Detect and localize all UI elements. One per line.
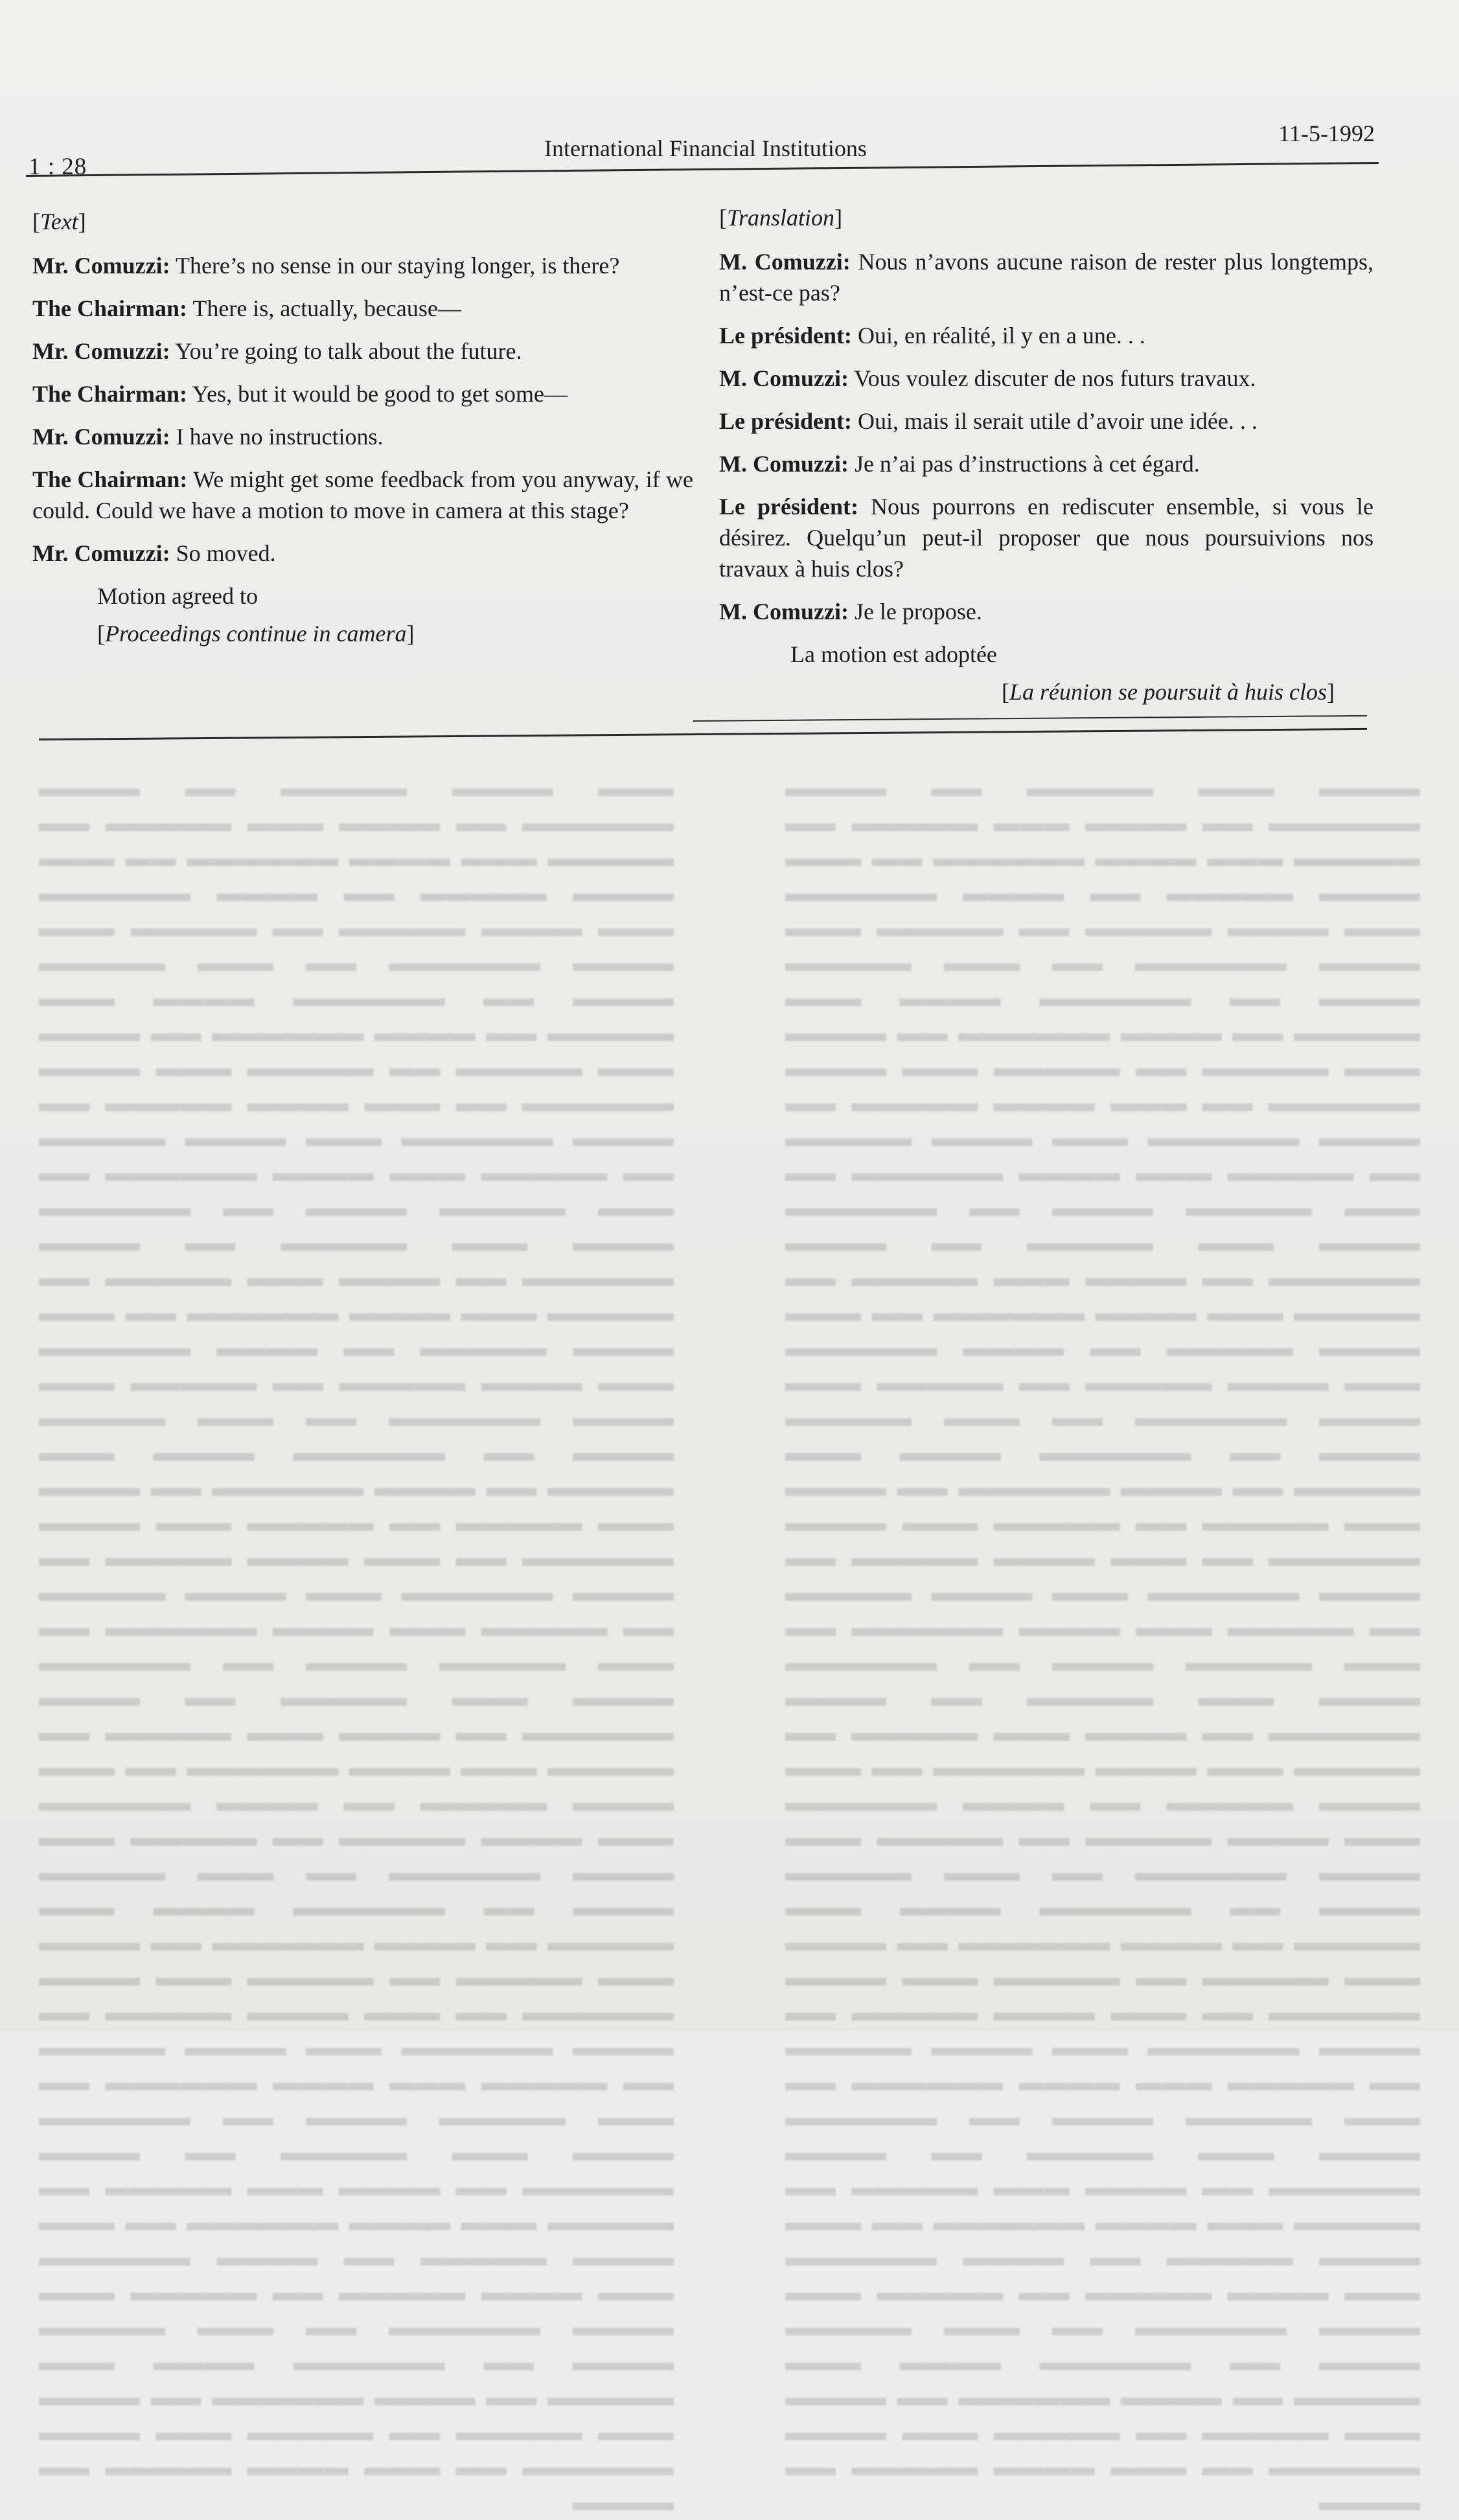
proceedings-note-text: Proceedings continue in camera — [105, 621, 407, 647]
speech-text: There’s no sense in our staying longer, is there? — [170, 253, 620, 279]
column-tag-label: Text — [40, 209, 78, 235]
speech-text: We might get some feedback from you anyway, if we could. Could we have a motion to move in camera at this stage? — [32, 466, 693, 523]
transcript-paragraph — [32, 538, 693, 569]
english-column — [32, 206, 693, 656]
speaker-name: Le président: — [719, 494, 858, 520]
speech-text: You’re going to talk about the future. — [170, 338, 522, 364]
speaker-name: Mr. Comuzzi: — [32, 424, 170, 450]
proceedings-note: [Proceedings continue in camera] — [97, 621, 415, 647]
column-end-rule — [693, 715, 1367, 722]
transcript-paragraph — [32, 464, 693, 526]
speech-text: I have no instructions. — [170, 424, 384, 450]
column-tag: [Text] — [32, 209, 86, 235]
transcript-paragraph — [719, 491, 1373, 584]
speech-text: Oui, en réalité, il y en a une. . . — [851, 323, 1145, 349]
motion-result: La motion est adoptée — [790, 641, 997, 667]
page-number: 1 : 28 — [29, 154, 87, 180]
speech-text: So moved. — [170, 540, 276, 566]
transcript-paragraph — [719, 448, 1373, 479]
speaker-name: M. Comuzzi: — [719, 599, 849, 624]
speaker-name: Le président: — [719, 408, 852, 434]
speaker-name: Le président: — [719, 323, 852, 349]
speech-text: Vous voulez discuter de nos futurs travaux. — [848, 365, 1256, 391]
issue-date: 11-5-1992 — [1278, 120, 1375, 146]
header-rule — [26, 162, 1379, 177]
speaker-name: M. Comuzzi: — [719, 365, 849, 391]
motion-result: Motion agreed to — [97, 583, 258, 609]
section-end-rule — [39, 728, 1367, 740]
speaker-name: Mr. Comuzzi: — [32, 253, 170, 279]
speaker-name: M. Comuzzi: — [719, 451, 849, 477]
speaker-name: Mr. Comuzzi: — [32, 540, 170, 566]
transcript-paragraph — [719, 406, 1373, 437]
speech-text: Je le propose. — [848, 599, 982, 624]
speech-text: Nous pourrons en rediscuter ensemble, si vous le désirez. Quelqu’un peut-il proposer que nous poursuivions nos travaux à huis clos? — [719, 494, 1373, 582]
speech-text: Je n’ai pas d’instructions à cet égard. — [848, 451, 1200, 477]
transcript-paragraph — [32, 250, 693, 281]
column-tag: [Translation] — [719, 205, 843, 231]
proceedings-note-text: La réunion se poursuit à huis clos — [1009, 679, 1327, 705]
speaker-name: The Chairman: — [32, 295, 188, 321]
speech-text: Yes, but it would be good to get some— — [187, 381, 568, 407]
transcript-paragraph — [32, 421, 693, 452]
transcript-paragraph — [719, 363, 1373, 394]
speaker-name: The Chairman: — [32, 381, 188, 407]
transcript-paragraph — [719, 246, 1373, 308]
speech-text: There is, actually, because— — [187, 295, 461, 321]
publication-title: International Financial Institutions — [544, 135, 867, 161]
speaker-name: Mr. Comuzzi: — [32, 338, 170, 364]
proceedings-note: [La réunion se poursuit à huis clos] — [1001, 679, 1335, 705]
speaker-name: The Chairman: — [32, 466, 188, 492]
transcript-paragraph — [32, 336, 693, 367]
speaker-name: M. Comuzzi: — [719, 249, 851, 275]
speech-text: Nous n’avons aucune raison de rester plus longtemps, n’est-ce pas? — [719, 249, 1374, 306]
french-column — [719, 202, 1373, 714]
transcript-paragraph — [719, 320, 1373, 351]
transcript-paragraph — [32, 378, 693, 409]
column-tag-label: Translation — [727, 205, 835, 231]
running-header — [26, 117, 1375, 180]
bleed-through-texture: ▬▬▬▬ ▬▬▬ ▬▬▬▬▬ ▬▬ ▬▬▬▬ ▬▬▬▬▬▬ ▬▬ ▬▬▬▬ ▬▬▬ ▬▬▬▬▬ ▬▬ ▬▬▬▬▬ ▬▬▬ ▬▬▬▬ ▬▬▬▬▬▬ ▬▬ ▬▬▬ ▬▬▬▬ ▬▬▬▬▬ ▬▬ ▬▬▬▬ ▬▬▬▬▬▬ ▬▬▬ ▬▬▬▬ ▬▬▬▬▬ ▬▬ ▬▬▬▬▬ ▬▬▬ ▬▬▬▬ ▬▬▬▬▬▬ ▬▬ ▬▬▬ ▬▬▬▬▬ ▬▬▬▬ ▬▬ ▬▬▬▬▬▬ ▬▬▬▬ ▬▬▬ ▬▬▬▬▬ ▬▬ ▬▬▬▬ ▬▬▬▬▬▬ ▬▬ ▬▬▬▬ ▬▬▬ ▬▬▬▬▬ ▬▬ ▬▬▬▬▬ ▬▬▬ ▬▬▬▬ ▬▬▬▬▬▬ ▬▬ ▬▬▬ ▬▬▬▬ ▬▬▬▬▬ ▬▬ ▬▬▬▬ ▬▬▬▬▬▬ ▬▬▬ ▬▬▬▬ ▬▬▬▬▬ ▬▬ ▬▬▬▬▬ ▬▬▬ ▬▬▬▬ ▬▬▬▬▬▬ ▬▬ ▬▬▬ ▬▬▬▬▬ ▬▬▬▬ ▬▬ ▬▬▬▬▬▬ ▬▬▬▬ ▬▬▬ ▬▬▬▬▬ ▬▬ ▬▬▬▬ ▬▬▬▬▬▬ ▬▬ ▬▬▬▬ ▬▬▬ ▬▬▬▬▬ ▬▬ ▬▬▬▬▬ ▬▬▬ ▬▬▬▬ ▬▬▬▬▬▬ ▬▬ ▬▬▬ ▬▬▬▬ ▬▬▬▬▬ ▬▬ ▬▬▬▬ ▬▬▬▬▬▬ ▬▬▬ ▬▬▬▬ ▬▬▬▬▬ ▬▬ ▬▬▬▬▬ ▬▬▬ ▬▬▬▬ ▬▬▬▬▬▬ ▬▬ ▬▬▬ ▬▬▬▬▬ ▬▬▬▬ ▬▬ ▬▬▬▬▬▬ ▬▬▬▬ ▬▬▬ ▬▬▬▬▬ ▬▬ ▬▬▬▬ ▬▬▬▬▬▬ ▬▬ ▬▬▬▬ ▬▬▬ ▬▬▬▬▬ ▬▬ ▬▬▬▬▬ ▬▬▬ ▬▬▬▬ ▬▬▬▬▬▬ ▬▬ ▬▬▬ ▬▬▬▬ ▬▬▬▬▬ ▬▬ ▬▬▬▬ ▬▬▬▬▬▬ ▬▬▬ ▬▬▬▬ ▬▬▬▬▬ ▬▬ ▬▬▬▬▬ ▬▬▬ ▬▬▬▬ ▬▬▬▬▬▬ ▬▬ ▬▬▬ ▬▬▬▬▬ ▬▬▬▬ ▬▬ ▬▬▬▬▬▬ ▬▬▬▬ ▬▬▬ ▬▬▬▬▬ ▬▬ ▬▬▬▬ ▬▬▬▬▬▬ ▬▬ ▬▬▬▬ ▬▬▬ ▬▬▬▬▬ ▬▬ ▬▬▬▬▬ ▬▬▬ ▬▬▬▬ ▬▬▬▬▬▬ ▬▬ ▬▬▬ ▬▬▬▬ ▬▬▬▬▬ ▬▬ ▬▬▬▬ ▬▬▬▬▬▬ ▬▬▬ ▬▬▬▬ ▬▬▬▬▬ ▬▬ ▬▬▬▬▬ ▬▬▬ ▬▬▬▬ ▬▬▬▬▬▬ ▬▬ ▬▬▬ ▬▬▬▬▬ ▬▬▬▬ ▬▬ ▬▬▬▬▬▬ ▬▬▬▬ ▬▬▬ ▬▬▬▬▬ ▬▬ ▬▬▬▬ ▬▬▬▬▬▬ ▬▬ ▬▬▬▬ ▬▬▬ ▬▬▬▬▬ ▬▬ ▬▬▬▬▬ ▬▬▬ ▬▬▬▬ ▬▬▬▬▬▬ ▬▬ ▬▬▬ ▬▬▬▬ ▬▬▬▬▬ ▬▬ ▬▬▬▬ ▬▬▬▬▬▬ ▬▬▬ ▬▬▬▬ ▬▬▬▬▬ ▬▬ ▬▬▬▬▬ ▬▬▬ ▬▬▬▬ ▬▬▬▬▬▬ ▬▬ ▬▬▬ ▬▬▬▬▬ ▬▬▬▬ ▬▬ ▬▬▬▬▬▬ ▬▬▬▬ ▬▬▬ ▬▬▬▬▬ ▬▬ ▬▬▬▬ ▬▬▬▬▬▬ ▬▬ ▬▬▬▬ ▬▬▬ ▬▬▬▬▬ ▬▬ ▬▬▬▬▬ ▬▬▬ ▬▬▬▬ ▬▬▬▬▬▬ ▬▬ ▬▬▬ ▬▬▬▬ ▬▬▬▬▬ ▬▬ ▬▬▬▬ ▬▬▬▬▬▬ ▬▬▬ ▬▬▬▬ ▬▬▬▬▬ ▬▬ ▬▬▬▬▬ ▬▬▬ ▬▬▬▬ ▬▬▬▬▬▬ ▬▬ ▬▬▬ ▬▬▬▬▬ ▬▬▬▬ ▬▬ ▬▬▬▬▬▬ ▬▬▬▬ ▬▬▬ ▬▬▬▬▬ ▬▬ ▬▬▬▬ ▬▬▬▬▬▬ ▬▬ ▬▬▬▬ ▬▬▬ ▬▬▬▬▬ ▬▬ ▬▬▬▬▬ ▬▬▬ ▬▬▬▬ ▬▬▬▬▬▬ ▬▬ ▬▬▬ ▬▬▬▬ ▬▬▬▬▬ ▬▬ ▬▬▬▬ ▬▬▬ ▬▬▬▬ ▬▬▬▬▬ ▬▬ ▬▬▬▬ ▬▬▬▬▬▬ ▬▬ ▬▬▬▬ ▬▬▬ ▬▬▬▬▬ ▬▬ ▬▬▬▬▬ ▬▬▬ ▬▬▬▬ ▬▬▬▬▬▬ ▬▬ ▬▬▬ ▬▬▬▬ ▬▬▬▬▬ ▬▬ ▬▬▬▬ ▬▬▬▬▬▬ ▬▬▬ ▬▬▬▬ ▬▬▬▬▬ ▬▬ ▬▬▬▬▬ ▬▬▬ ▬▬▬▬ ▬▬▬▬▬▬ ▬▬ ▬▬▬ ▬▬▬▬▬ ▬▬▬▬ ▬▬ ▬▬▬▬▬▬ ▬▬▬▬ ▬▬▬ ▬▬▬▬▬ ▬▬ ▬▬▬▬ ▬▬▬▬▬▬ ▬▬ ▬▬▬▬ ▬▬▬ ▬▬▬▬▬ ▬▬ ▬▬▬▬▬ ▬▬▬ ▬▬▬▬ ▬▬▬▬▬▬ ▬▬ ▬▬▬ ▬▬▬▬ ▬▬▬▬▬ ▬▬ ▬▬▬▬ ▬▬▬▬▬▬ ▬▬▬ ▬▬▬▬ ▬▬▬▬▬ ▬▬ ▬▬▬▬▬ ▬▬▬ ▬▬▬▬ ▬▬▬▬▬▬ ▬▬ ▬▬▬ ▬▬▬▬▬ ▬▬▬▬ ▬▬ ▬▬▬▬▬▬ ▬▬▬▬ ▬▬▬ ▬▬▬▬▬ ▬▬ ▬▬▬▬ ▬▬▬▬▬▬ ▬▬ ▬▬▬▬ ▬▬▬ ▬▬▬▬▬ ▬▬ ▬▬▬▬▬ ▬▬▬ ▬▬▬▬ ▬▬▬▬▬▬ ▬▬ ▬▬▬ ▬▬▬▬ ▬▬▬▬▬ ▬▬ ▬▬▬▬ ▬▬▬▬▬▬ ▬▬▬ ▬▬▬▬ ▬▬▬▬▬ ▬▬ ▬▬▬▬▬ ▬▬▬ ▬▬▬▬ ▬▬▬▬▬▬ ▬▬ ▬▬▬ ▬▬▬▬▬ ▬▬▬▬ ▬▬ ▬▬▬▬▬▬ ▬▬▬▬ ▬▬▬ ▬▬▬▬▬ ▬▬ ▬▬▬▬ ▬▬▬▬▬▬ ▬▬ ▬▬▬▬ ▬▬▬ ▬▬▬▬▬ ▬▬ ▬▬▬▬▬ ▬▬▬ ▬▬▬▬ ▬▬▬▬▬▬ ▬▬ ▬▬▬ ▬▬▬▬ ▬▬▬▬▬ ▬▬ ▬▬▬▬ ▬▬▬▬▬▬ ▬▬▬ ▬▬▬▬ ▬▬▬▬▬ ▬▬ ▬▬▬▬▬ ▬▬▬ ▬▬▬▬ ▬▬▬▬▬▬ ▬▬ ▬▬▬ ▬▬▬▬▬ ▬▬▬▬ ▬▬ ▬▬▬▬▬▬ ▬▬▬▬ ▬▬▬ ▬▬▬▬▬ ▬▬ ▬▬▬▬ ▬▬▬▬▬▬ ▬▬ ▬▬▬▬ ▬▬▬ ▬▬▬▬▬ ▬▬ ▬▬▬▬▬ ▬▬▬ ▬▬▬▬ ▬▬▬▬▬▬ ▬▬ ▬▬▬ ▬▬▬▬ ▬▬▬▬▬ ▬▬ ▬▬▬▬ ▬▬▬▬▬▬ ▬▬▬ ▬▬▬▬ ▬▬▬▬▬ ▬▬ ▬▬▬▬▬ ▬▬▬ ▬▬▬▬ ▬▬▬▬▬▬ ▬▬ ▬▬▬ ▬▬▬▬▬ ▬▬▬▬ ▬▬ ▬▬▬▬▬▬ ▬▬▬▬ ▬▬▬ ▬▬▬▬▬ ▬▬ ▬▬▬▬ ▬▬▬▬▬▬ ▬▬ ▬▬▬▬ ▬▬▬ ▬▬▬▬▬ ▬▬ ▬▬▬▬▬ ▬▬▬ ▬▬▬▬ ▬▬▬▬▬▬ ▬▬ ▬▬▬ ▬▬▬▬ ▬▬▬▬▬ ▬▬ ▬▬▬▬ ▬▬▬▬▬▬ ▬▬▬ ▬▬▬▬ ▬▬▬▬▬ ▬▬ ▬▬▬▬▬ ▬▬▬ ▬▬▬▬ ▬▬▬▬▬▬ ▬▬ ▬▬▬ ▬▬▬▬▬ ▬▬▬▬ ▬▬ ▬▬▬▬▬▬ ▬▬▬▬ ▬▬▬ ▬▬▬▬▬ ▬▬ ▬▬▬▬ ▬▬▬▬▬▬ ▬▬ ▬▬▬▬ ▬▬▬ ▬▬▬▬▬ ▬▬ ▬▬▬▬▬ ▬▬▬ ▬▬▬▬ ▬▬▬▬▬▬ ▬▬ ▬▬▬ ▬▬▬▬ ▬▬▬▬▬ ▬▬ ▬▬▬▬ ▬▬▬▬▬▬ ▬▬▬ ▬▬▬▬ ▬▬▬▬▬ ▬▬ ▬▬▬▬▬ ▬▬▬ ▬▬▬▬ ▬▬▬▬▬▬ ▬▬ ▬▬▬ ▬▬▬▬▬ ▬▬▬▬ ▬▬ ▬▬▬▬▬▬ ▬▬▬▬ ▬▬▬ ▬▬▬▬▬ ▬▬ ▬▬▬▬ ▬▬▬▬▬▬ ▬▬ ▬▬▬▬ ▬▬▬ ▬▬▬▬▬ ▬▬ ▬▬▬▬▬ ▬▬▬ ▬▬▬▬ ▬▬▬▬▬▬ ▬▬ ▬▬▬ ▬▬▬▬ ▬▬▬▬▬ ▬▬ ▬▬▬▬ — [39, 774, 1420, 2516]
speech-text: Oui, mais il serait utile d’avoir une idée. . . — [851, 408, 1258, 434]
transcript-paragraph — [32, 293, 693, 324]
transcript-paragraph — [719, 596, 1373, 627]
